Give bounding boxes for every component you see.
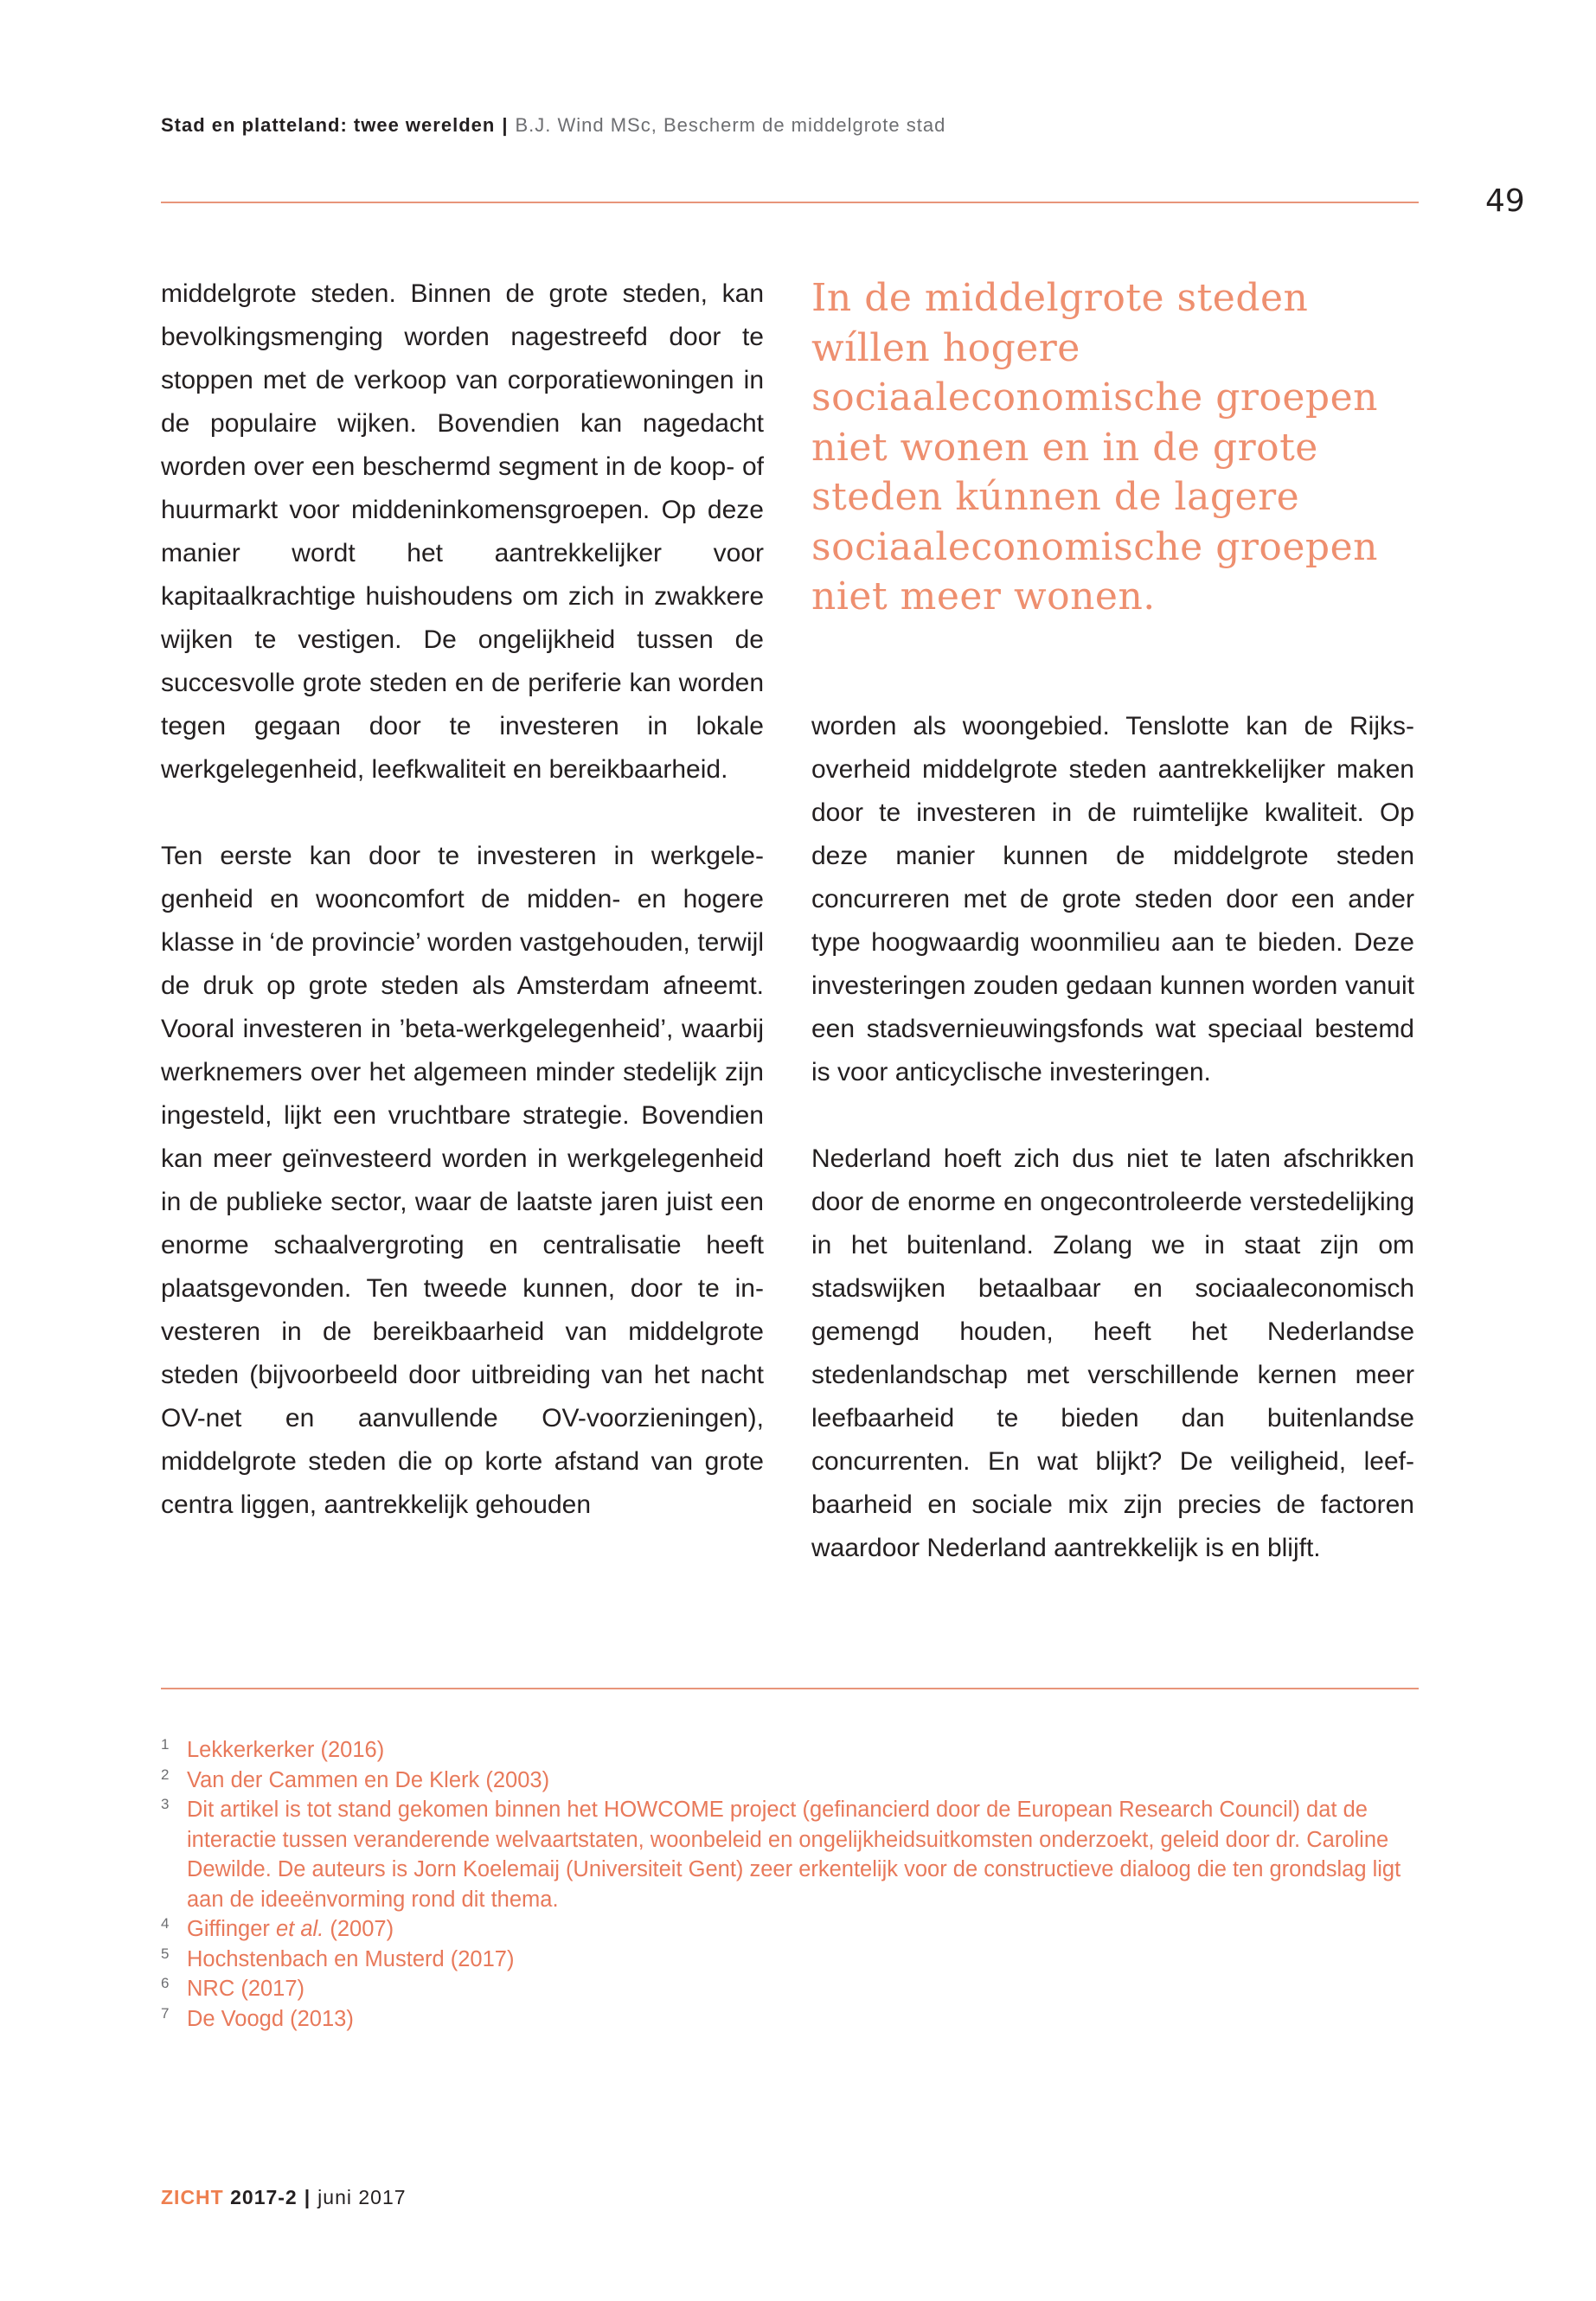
footnote-number: 7 xyxy=(161,2004,170,2022)
footnote xyxy=(161,1735,1424,1766)
right-paragraph-1: worden als woongebied. Tenslotte kan de Rijksoverheid middelgrote steden aantrekkelijker maken door te investeren in de ruimtelijke kwaliteit. Op deze manier kunnen de middelgrote steden concurreren met de grote steden door een ander type hoogwaardig woonmilieu aan te bieden. Deze investeringen zouden gedaan kunnen worden vanuit een stadsvernieuwingsfonds wat speciaal bestemd is voor anticyclische investeringen. xyxy=(811,712,1414,1086)
footnote xyxy=(161,1945,1424,1975)
footnote xyxy=(161,1766,1424,1796)
footnote-text: Van der Cammen en De Klerk (2003) xyxy=(187,1767,550,1792)
footnote-text: Hochstenbach en Musterd (2017) xyxy=(187,1946,515,1971)
footer-issue: 2017-2 xyxy=(230,2186,298,2208)
header-divider xyxy=(161,202,1419,203)
footnote-text-suffix: (2007) xyxy=(324,1917,394,1941)
pull-quote: In de middelgrote steden wíllen hogere sociaaleconomische groepen niet wonen en in de grote steden kúnnen de lagere sociaaleconomische groepen niet meer wonen. xyxy=(811,276,1378,619)
footnote-text: De Voogd (2013) xyxy=(187,2006,354,2031)
footnote-text: NRC (2017) xyxy=(187,1977,305,2001)
right-column xyxy=(811,705,1414,1570)
footnote-number: 6 xyxy=(161,1975,170,1991)
running-header xyxy=(161,114,1415,137)
footnote-number: 4 xyxy=(161,1915,170,1932)
footnote-text-prefix: Giffinger xyxy=(187,1917,276,1941)
footnote xyxy=(161,1974,1424,2004)
page-footer xyxy=(161,2186,407,2209)
footer-magazine: ZICHT xyxy=(161,2186,224,2208)
footnote-number: 5 xyxy=(161,1945,170,1962)
footnote-text: Dit artikel is tot stand gekomen binnen het HOWCOME project (gefinancierd door de European Research Council) dat de interactie tussen veranderende welvaartstaten, woonbeleid en ongelijkheidsuitkomsten onderzoekt, geleid door dr. Caroline Dewilde. De auteurs is Jorn Koelemaij (Universiteit Gent) zeer erkentelijk voor de constructieve dialoog die ten grondslag ligt aan de ideeënvorming rond dit thema. xyxy=(187,1798,1401,1912)
footnote-number: 2 xyxy=(161,1766,170,1783)
header-author-title: B.J. Wind MSc, Bescherm de middelgrote stad xyxy=(515,114,946,136)
footnotes-divider xyxy=(161,1688,1419,1689)
footnote-number: 1 xyxy=(161,1736,170,1753)
page-number: 49 xyxy=(1485,183,1525,219)
header-separator: | xyxy=(502,114,509,136)
left-paragraph-2: Ten eerste kan door te investeren in werkgelegenheid en wooncomfort de midden- en hogere klasse in ‘de provincie’ worden vastgehouden, terwijl de druk op grote steden als Amsterdam afneemt. Vooral investeren in ’beta-werkgelegenheid’, waarbij werknemers over het algemeen minder stedelijk zijn ingesteld, lijkt een vruchtbare strategie. Bovendien kan meer geïnvesteerd worden in werkgelegenheid in de publieke sector, waar de laatste jaren juist een enorme schaalvergroting en centralisatie heeft plaatsgevonden. Ten tweede kunnen, door te investeren in de bereikbaarheid van middelgrote steden (bijvoorbeeld door uitbreiding van het nacht OV-net en aanvullende OV-voorzieningen), middelgrote steden die op korte afstand van grote centra liggen, aantrekkelijk gehouden xyxy=(161,842,764,1519)
footer-separator: | xyxy=(304,2186,311,2208)
left-paragraph-1: middelgrote steden. Binnen de grote steden, kan bevolkingsmenging worden nagestreefd door te stoppen met de verkoop van corporatiewoningen in de populaire wijken. Bovendien kan nagedacht worden over een beschermd segment in de koop- of huurmarkt voor middeninkomensgroepen. Op deze manier wordt het aantrekkelijker voor kapitaalkrachtige huishoudens om zich in zwakkere wijken te vestigen. De ongelijkheid tussen de succesvolle grote steden en de periferie kan worden tegen gegaan door te investeren in lokale werkgelegenheid, leefkwaliteit en bereikbaarheid. xyxy=(161,279,764,784)
header-section-title: Stad en platteland: twee werelden xyxy=(161,114,496,136)
footer-date: juni 2017 xyxy=(317,2186,407,2208)
footnotes xyxy=(161,1735,1424,2034)
footnote-text-italic: et al. xyxy=(276,1917,324,1941)
footnote xyxy=(161,1914,1424,1945)
footnote-number: 3 xyxy=(161,1796,170,1812)
right-paragraph-2: Nederland hoeft zich dus niet te laten afschrikken door de enorme en ongecontroleerde verstedelijking in het buitenland. Zolang we in staat zijn om stadswijken betaalbaar en sociaaleconomisch gemengd houden, heeft het Nederlandse stedenlandschap met verschillende kernen meer leefbaarheid te bieden dan buitenlandse concurrenten. En wat blijkt? De veiligheid, leefbaarheid en sociale mix zijn precies de factoren waardoor Nederland aantrekkelijk is en blijft. xyxy=(811,1144,1414,1562)
left-column xyxy=(161,272,764,1527)
footnote xyxy=(161,1795,1424,1914)
footnote-text: Lekkerkerker (2016) xyxy=(187,1738,385,1762)
footnote xyxy=(161,2004,1424,2035)
